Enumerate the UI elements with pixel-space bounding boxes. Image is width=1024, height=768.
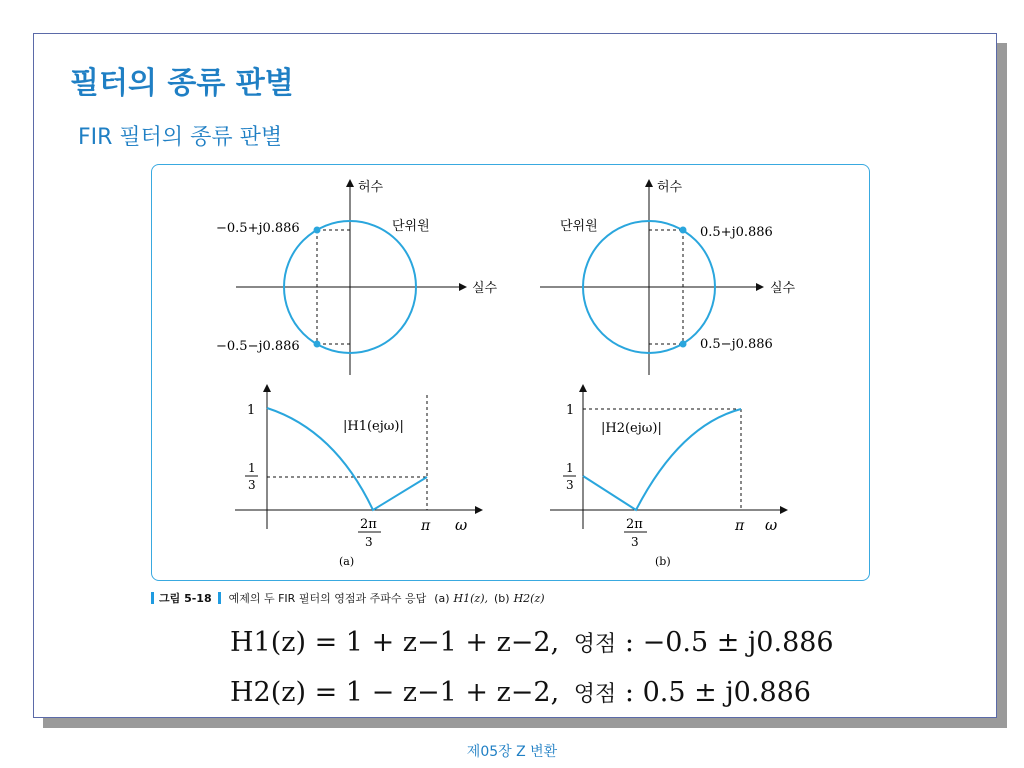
unit-circle-label-a: 단위원 xyxy=(392,219,430,234)
zero-label-a-bottom: −0.5−j0.886 xyxy=(216,339,300,354)
x-tick-num-a: 2π xyxy=(360,517,377,532)
pole-zero-plot-a xyxy=(216,179,498,375)
pole-zero-plot-b xyxy=(540,179,796,375)
real-axis-label-a: 실수 xyxy=(472,281,498,296)
zero-marker-a-top xyxy=(314,227,321,234)
unit-circle-label-b: 단위원 xyxy=(560,219,598,234)
real-axis-label-b: 실수 xyxy=(770,281,796,296)
zero-label-b-bottom: 0.5−j0.886 xyxy=(700,337,773,352)
equation-h2-zeros: : 0.5 ± j0.886 xyxy=(624,677,811,708)
caption-text: 예제의 두 FIR 필터의 영점과 주파수 응답 xyxy=(228,592,427,605)
panel-label-a: (a) xyxy=(339,555,355,568)
equation-h2 xyxy=(230,677,811,708)
x-tick-den-b: 3 xyxy=(631,535,639,549)
x-tick-num-b: 2π xyxy=(626,517,643,532)
equation-h1-zeros-label: 영점 xyxy=(573,632,617,657)
x-axis-label-a: ω xyxy=(455,516,468,534)
mag-label-b: |H2(ejω)| xyxy=(601,421,662,436)
equation-h1 xyxy=(230,627,834,658)
equation-h1-zeros: : −0.5 ± j0.886 xyxy=(624,627,834,658)
zero-marker-b-bottom xyxy=(680,341,687,348)
y-tick-1-a: 1 xyxy=(247,403,256,418)
magnitude-plot-b xyxy=(550,385,787,568)
y-tick-third-den-a: 3 xyxy=(248,478,256,492)
y-tick-third-den-b: 3 xyxy=(566,478,574,492)
equation-h1-lhs: H1(z) = 1 + z−1 + z−2, xyxy=(230,627,560,658)
x-tick-pi-b: π xyxy=(735,518,745,534)
zero-marker-a-bottom xyxy=(314,341,321,348)
zero-label-a-top: −0.5+j0.886 xyxy=(216,221,300,236)
page-footer: 제05장 Z 변환 xyxy=(466,744,558,760)
imag-axis-label-b: 허수 xyxy=(657,180,683,195)
page-title: 필터의 종류 판별 xyxy=(70,66,294,101)
caption-b: (b) xyxy=(494,591,510,605)
y-tick-third-num-a: 1 xyxy=(248,461,256,475)
x-tick-den-a: 3 xyxy=(365,535,373,549)
zero-marker-b-top xyxy=(680,227,687,234)
zero-label-b-top: 0.5+j0.886 xyxy=(700,225,773,240)
y-tick-1-b: 1 xyxy=(566,403,575,418)
equation-h2-zeros-label: 영점 xyxy=(573,682,617,707)
figure-caption xyxy=(151,590,545,606)
panel-label-b: (b) xyxy=(655,555,671,568)
mag-label-a: |H1(ejω)| xyxy=(343,419,404,434)
imag-axis-label-a: 허수 xyxy=(358,180,384,195)
caption-bar-icon xyxy=(151,592,154,604)
y-tick-third-num-b: 1 xyxy=(566,461,574,475)
caption-b-math: H2(z) xyxy=(513,591,545,605)
page-subtitle: FIR 필터의 종류 판별 xyxy=(78,125,283,150)
caption-label: 그림 5-18 xyxy=(159,592,212,605)
magnitude-plot-a xyxy=(235,385,482,568)
caption-a: (a) xyxy=(434,591,450,605)
x-axis-label-b: ω xyxy=(765,516,778,534)
x-tick-pi-a: π xyxy=(421,518,431,534)
equation-h2-lhs: H2(z) = 1 − z−1 + z−2, xyxy=(230,677,560,708)
caption-bar-icon xyxy=(218,592,221,604)
caption-a-math: H1(z), xyxy=(453,591,488,605)
